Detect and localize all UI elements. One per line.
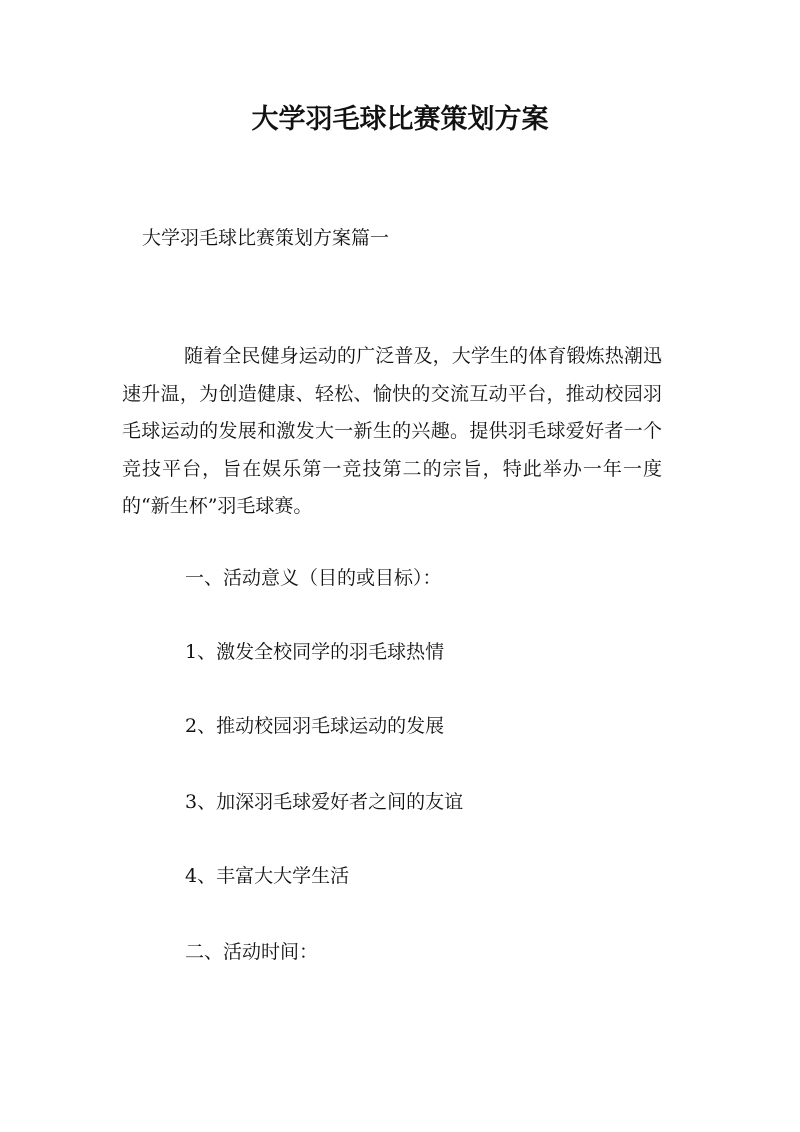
page-title: 大学羽毛球比赛策划方案 [251,104,549,135]
section-subtitle: 大学羽毛球比赛策划方案篇一 [142,227,390,249]
section-heading-purpose: 一、活动意义（目的或目标）： [185,567,442,589]
list-item: 4、丰富大大学生活 [185,865,350,887]
section-heading-time: 二、活动时间： [185,941,319,963]
list-item: 1、激发全校同学的羽毛球热情 [185,641,445,663]
list-item: 3、加深羽毛球爱好者之间的友谊 [185,791,464,813]
intro-paragraph: 随着全民健身运动的广泛普及，大学生的体育锻炼热潮迅速升温，为创造健康、轻松、愉快的交流互动平台，推动校园羽毛球运动的发展和激发大一新生的兴趣。提供羽毛球爱好者一个竞技平台，旨在娱乐第一竞技第二的宗旨，特此举办一年一度的“新生杯”羽毛球赛。 [122,345,662,517]
list-item: 2、推动校园羽毛球运动的发展 [185,715,445,737]
